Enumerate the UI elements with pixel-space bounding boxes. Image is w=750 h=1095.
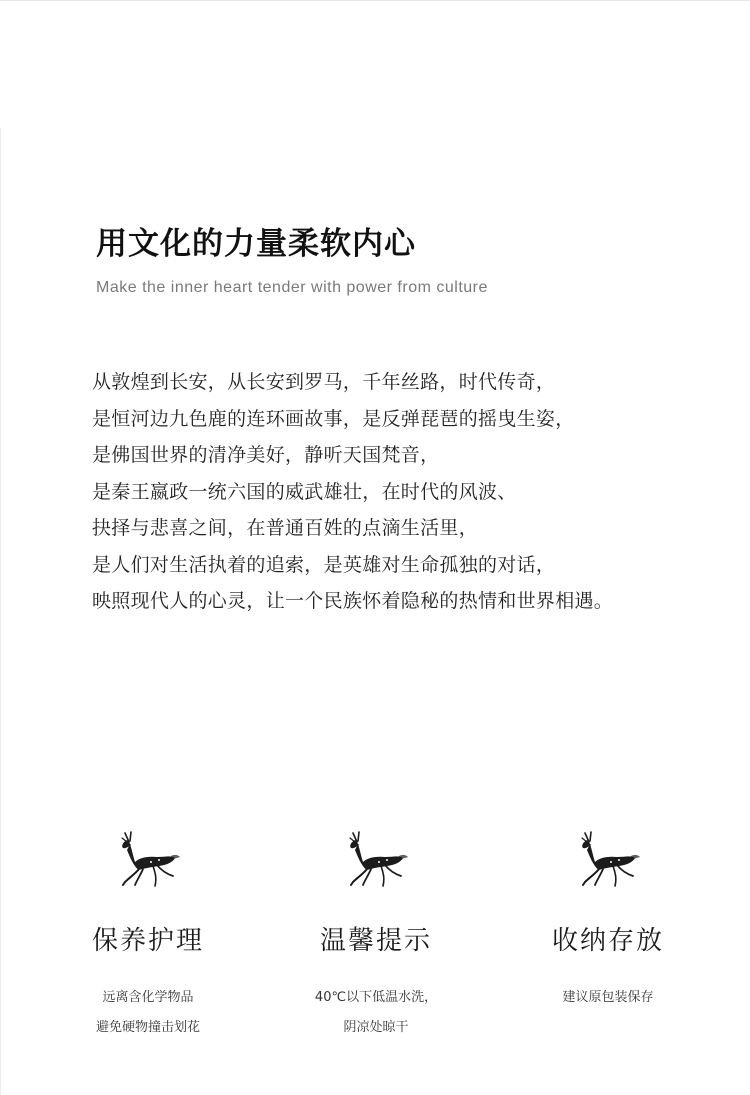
care-title: 保养护理 bbox=[91, 926, 204, 956]
page-subtitle: Make the inner heart tender with power from culture bbox=[96, 279, 488, 296]
poem-line: 映照现代人的心灵，让一个民族怀着隐秘的热情和世界相遇。 bbox=[92, 590, 614, 612]
poem-line: 从敦煌到长安，从长安到罗马，千年丝路，时代传奇， bbox=[92, 371, 556, 393]
page-title: 用文化的力量柔软内心 bbox=[96, 226, 416, 262]
care-description bbox=[48, 983, 248, 1043]
care-instructions bbox=[0, 830, 750, 1060]
care-line: 避免硬物撞击划花 bbox=[95, 1020, 200, 1035]
poem-line: 是人们对生活执着的追索，是英雄对生命孤独的对话， bbox=[92, 553, 556, 576]
care-line: 建议原包装保存 bbox=[562, 990, 654, 1005]
care-line: 阴凉处晾干 bbox=[343, 1020, 409, 1035]
care-line: 40℃以下低温水洗， bbox=[314, 990, 438, 1005]
care-line: 远离含化学物品 bbox=[102, 990, 194, 1005]
poem-line: 是佛国世界的清净美好，静听天国梵音， bbox=[92, 444, 440, 466]
poem-line: 是秦王嬴政一统六国的威武雄壮，在时代的风波、 bbox=[92, 480, 517, 503]
care-item-storage bbox=[508, 830, 708, 1013]
poem-text bbox=[92, 364, 613, 620]
care-item-tips bbox=[276, 830, 476, 1043]
care-title: 温馨提示 bbox=[319, 926, 432, 956]
deer-icon bbox=[113, 830, 183, 892]
top-divider bbox=[0, 0, 750, 1]
care-item-maintenance bbox=[48, 830, 248, 1043]
poem-line: 是恒河边九色鹿的连环画故事，是反弹琵琶的摇曳生姿， bbox=[92, 407, 575, 430]
care-description bbox=[276, 983, 476, 1043]
care-description bbox=[508, 983, 708, 1013]
deer-icon bbox=[341, 830, 411, 892]
deer-icon bbox=[573, 830, 643, 892]
poem-line: 抉择与悲喜之间，在普通百姓的点滴生活里， bbox=[92, 517, 479, 539]
care-title: 收纳存放 bbox=[551, 926, 664, 956]
